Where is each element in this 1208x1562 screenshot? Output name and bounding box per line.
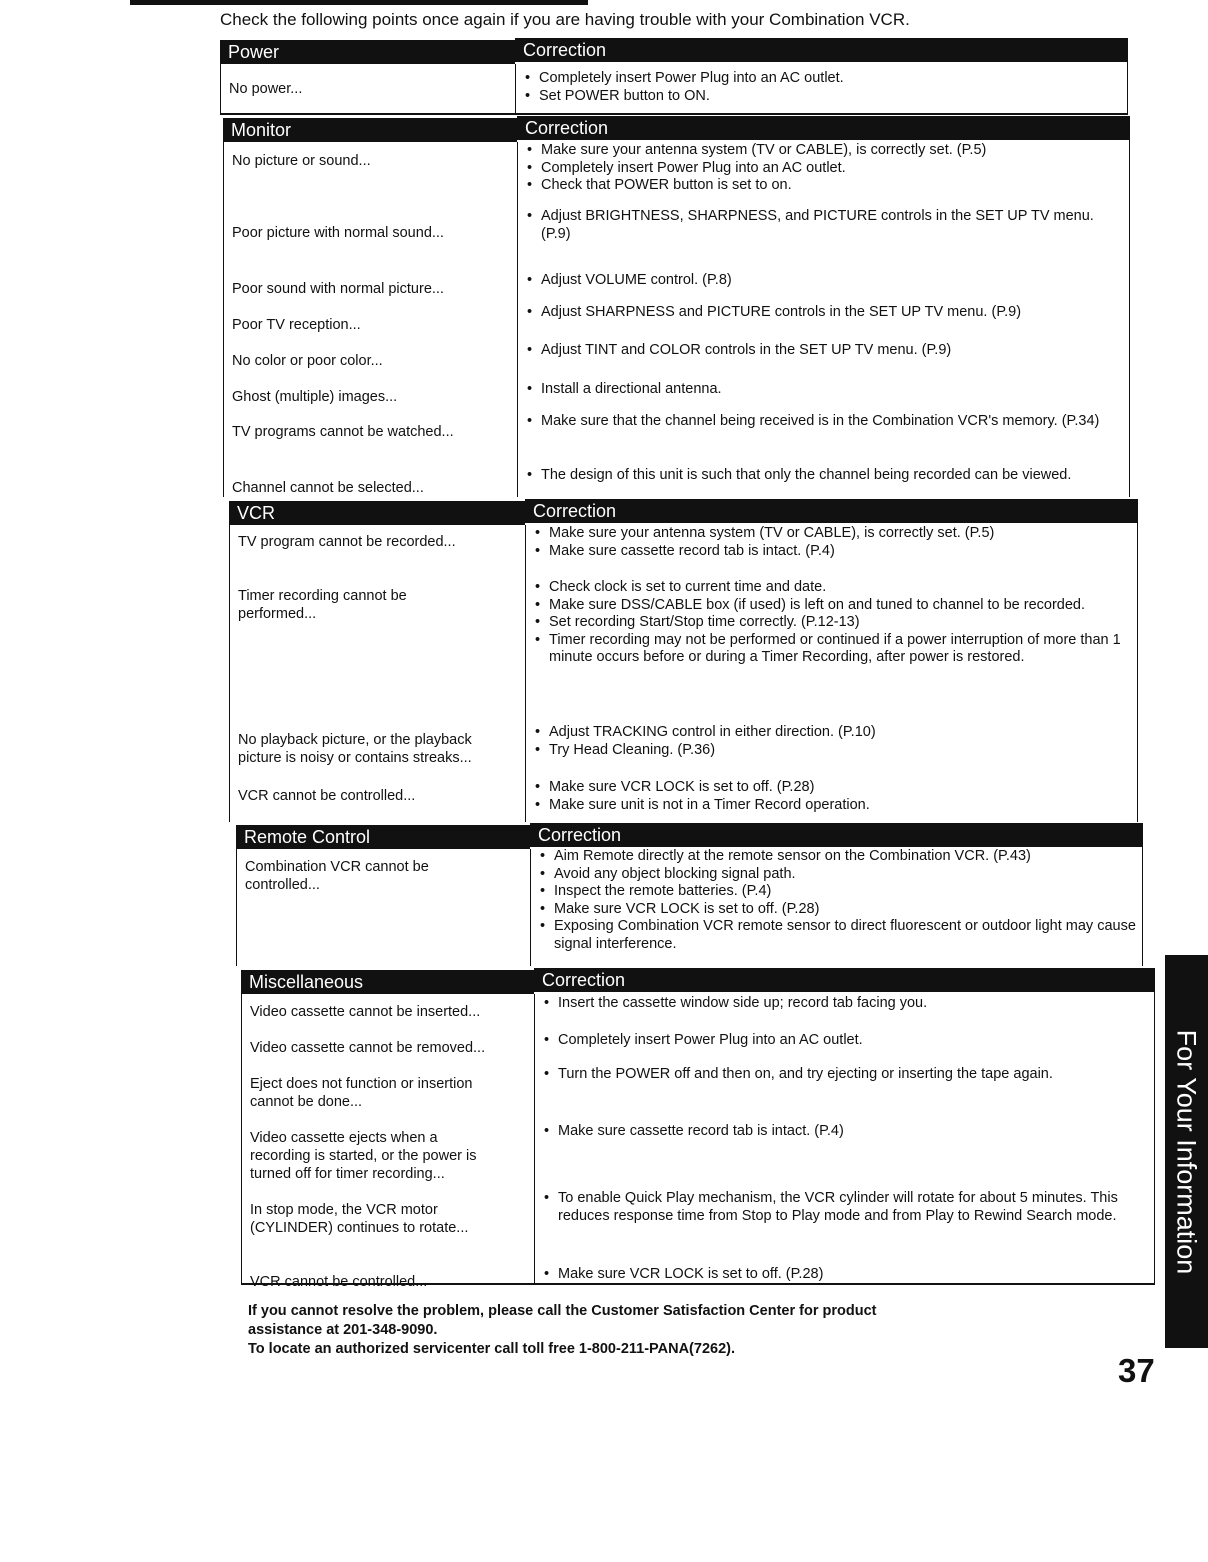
problem-cell	[232, 352, 383, 370]
correction-item: • Set POWER button to ON.	[523, 88, 1122, 106]
correction-cell	[533, 579, 1132, 667]
problem-text: VCR cannot be controlled...	[250, 1274, 428, 1290]
problem-text: Combination VCR cannot be	[245, 859, 429, 875]
correction-cell	[525, 208, 1124, 243]
correction-item: • Aim Remote directly at the remote sensor on the Combination VCR. (P.43)	[538, 848, 1137, 866]
correction-cell	[525, 142, 1124, 195]
correction-item: • Make sure DSS/CABLE box (if used) is left on and tuned to channel to be recorded.	[533, 597, 1132, 615]
problem-text: Poor picture with normal sound...	[232, 225, 444, 241]
correction-item: • Set recording Start/Stop time correctly. (P.12-13)	[533, 614, 1132, 632]
problem-text: No color or poor color...	[232, 353, 383, 369]
problem-text: Video cassette cannot be inserted...	[250, 1004, 481, 1020]
problem-text: In stop mode, the VCR motor	[250, 1202, 438, 1218]
problem-text: performed...	[238, 606, 317, 622]
problem-text: Channel cannot be selected...	[232, 480, 424, 496]
problem-cell	[250, 1039, 485, 1057]
correction-cell	[523, 70, 1122, 105]
problem-text: turned off for timer recording...	[250, 1166, 445, 1182]
correction-item: • Check that POWER button is set to on.	[525, 177, 1124, 195]
problem-cell	[250, 1075, 472, 1111]
problem-cell	[232, 316, 361, 334]
table-border-left	[220, 64, 221, 113]
correction-header-monitor: Correction	[517, 116, 1130, 140]
section-header-power: Power	[220, 40, 515, 64]
correction-item: • Make sure VCR LOCK is set to off. (P.28)	[538, 901, 1137, 919]
problem-cell	[245, 858, 429, 894]
footer-line-2: assistance at 201-348-9090.	[248, 1322, 438, 1338]
correction-item: • Install a directional antenna.	[525, 381, 1124, 399]
footer-line-3: To locate an authorized servicenter call toll free 1-800-211-PANA(7262).	[248, 1341, 736, 1357]
correction-item: • To enable Quick Play mechanism, the VCR cylinder will rotate for about 5 minutes. This reduces response time from Stop to Play mode and from Play to Rewind Search mode.	[542, 1190, 1149, 1225]
problem-text: Eject does not function or insertion	[250, 1076, 473, 1092]
table-border-bottom	[220, 113, 1128, 115]
problem-text: TV program cannot be recorded...	[238, 534, 456, 550]
table-column-divider	[534, 994, 535, 1283]
correction-item: • Inspect the remote batteries. (P.4)	[538, 883, 1137, 901]
correction-item: • Insert the cassette window side up; record tab facing you.	[542, 995, 1149, 1013]
section-header-remote: Remote Control	[236, 825, 530, 849]
correction-item: • The design of this unit is such that only the channel being recorded can be viewed.	[525, 467, 1124, 485]
correction-item: • Make sure your antenna system (TV or CABLE), is correctly set. (P.5)	[533, 525, 1132, 543]
correction-item: • Turn the POWER off and then on, and try ejecting or inserting the tape again.	[542, 1066, 1149, 1084]
section-header-vcr: VCR	[229, 501, 525, 525]
table-border-right	[1142, 847, 1143, 966]
correction-cell	[538, 848, 1137, 953]
problem-text: No playback picture, or the playback	[238, 732, 472, 748]
problem-text: controlled...	[245, 877, 320, 893]
correction-cell	[525, 304, 1124, 322]
problem-cell	[232, 388, 397, 406]
problem-cell	[232, 224, 444, 242]
top-rule	[130, 0, 588, 5]
correction-cell	[542, 1190, 1149, 1225]
problem-text: (CYLINDER) continues to rotate...	[250, 1220, 469, 1236]
correction-cell	[533, 724, 1132, 759]
table-column-divider	[517, 142, 518, 497]
problem-text: cannot be done...	[250, 1094, 363, 1110]
correction-item: • Make sure cassette record tab is intact. (P.4)	[533, 543, 1132, 561]
correction-header-misc: Correction	[534, 968, 1155, 992]
correction-header-power: Correction	[515, 38, 1128, 62]
problem-cell	[238, 533, 456, 551]
table-border-right	[1129, 140, 1130, 497]
problem-cell	[238, 587, 407, 623]
problem-cell	[232, 423, 454, 441]
problem-text: Timer recording cannot be	[238, 588, 407, 604]
correction-item: • Adjust BRIGHTNESS, SHARPNESS, and PICTURE controls in the SET UP TV menu. (P.9)	[525, 208, 1124, 243]
problem-text: Poor sound with normal picture...	[232, 281, 444, 297]
problem-cell	[229, 80, 302, 98]
problem-text: Ghost (multiple) images...	[232, 389, 398, 405]
problem-text: picture is noisy or contains streaks...	[238, 750, 472, 766]
correction-cell	[542, 1066, 1149, 1084]
problem-cell	[232, 479, 424, 497]
correction-header-vcr: Correction	[525, 499, 1138, 523]
correction-item: • Adjust VOLUME control. (P.8)	[525, 272, 1124, 290]
problem-text: VCR cannot be controlled...	[238, 788, 416, 804]
correction-item: • Make sure your antenna system (TV or CABLE), is correctly set. (P.5)	[525, 142, 1124, 160]
side-tab-label: For Your Information	[1171, 1029, 1202, 1275]
table-column-divider	[530, 849, 531, 966]
table-border-left	[223, 142, 224, 497]
table-border-left	[236, 849, 237, 966]
section-header-misc: Miscellaneous	[241, 970, 534, 994]
intro-text: Check the following points once again if you are having trouble with your Combination VCR.	[220, 10, 910, 29]
correction-item: • Make sure VCR LOCK is set to off. (P.28)	[542, 1266, 1149, 1284]
correction-cell	[525, 467, 1124, 485]
correction-cell	[533, 779, 1132, 814]
problem-cell	[250, 1273, 427, 1291]
problem-cell	[238, 731, 472, 767]
correction-item: • Try Head Cleaning. (P.36)	[533, 742, 1132, 760]
table-border-right	[1127, 62, 1128, 113]
correction-item: • Completely insert Power Plug into an AC outlet.	[542, 1032, 1149, 1050]
correction-item: • Adjust SHARPNESS and PICTURE controls in the SET UP TV menu. (P.9)	[525, 304, 1124, 322]
table-column-divider	[525, 525, 526, 822]
footer-note	[248, 1302, 876, 1359]
problem-text: recording is started, or the power is	[250, 1148, 477, 1164]
correction-cell	[525, 342, 1124, 360]
problem-text: No power...	[229, 81, 303, 97]
correction-cell	[533, 525, 1132, 560]
correction-item: • Completely insert Power Plug into an AC outlet.	[523, 70, 1122, 88]
correction-item: • Exposing Combination VCR remote sensor to direct fluorescent or outdoor light may cause signal interference.	[538, 918, 1137, 953]
problem-cell	[238, 787, 415, 805]
problem-text: Video cassette ejects when a	[250, 1130, 438, 1146]
correction-cell	[525, 413, 1124, 431]
table-border-right	[1154, 992, 1155, 1283]
problem-cell	[250, 1129, 476, 1183]
correction-item: • Avoid any object blocking signal path.	[538, 866, 1137, 884]
correction-item: • Make sure that the channel being received is in the Combination VCR's memory. (P.34)	[525, 413, 1124, 431]
section-header-monitor: Monitor	[223, 118, 517, 142]
correction-item: • Adjust TRACKING control in either direction. (P.10)	[533, 724, 1132, 742]
problem-text: Video cassette cannot be removed...	[250, 1040, 486, 1056]
correction-cell	[542, 1123, 1149, 1141]
correction-item: • Make sure cassette record tab is intact. (P.4)	[542, 1123, 1149, 1141]
problem-cell	[250, 1003, 480, 1021]
correction-header-remote: Correction	[530, 823, 1143, 847]
problem-text: Poor TV reception...	[232, 317, 361, 333]
table-border-left	[241, 994, 242, 1283]
problem-text: TV programs cannot be watched...	[232, 424, 454, 440]
correction-item: • Check clock is set to current time and date.	[533, 579, 1132, 597]
correction-cell	[542, 1266, 1149, 1284]
correction-item: • Make sure unit is not in a Timer Record operation.	[533, 797, 1132, 815]
correction-item: • Make sure VCR LOCK is set to off. (P.28)	[533, 779, 1132, 797]
table-border-left	[229, 525, 230, 822]
correction-cell	[525, 381, 1124, 399]
correction-cell	[542, 1032, 1149, 1050]
table-border-right	[1137, 523, 1138, 822]
correction-cell	[525, 272, 1124, 290]
problem-cell	[232, 152, 371, 170]
correction-item: • Timer recording may not be performed or continued if a power interruption of more than 1 minute occurs before or during a Timer Recording, after power is restored.	[533, 632, 1132, 667]
problem-cell	[232, 280, 444, 298]
problem-text: No picture or sound...	[232, 153, 371, 169]
footer-line-1: If you cannot resolve the problem, please call the Customer Satisfaction Center for product	[248, 1303, 877, 1319]
page-number: 37	[1118, 1352, 1155, 1389]
correction-cell	[542, 995, 1149, 1013]
problem-cell	[250, 1201, 468, 1237]
correction-item: • Completely insert Power Plug into an AC outlet.	[525, 160, 1124, 178]
table-column-divider	[515, 64, 516, 113]
correction-item: • Adjust TINT and COLOR controls in the SET UP TV menu. (P.9)	[525, 342, 1124, 360]
